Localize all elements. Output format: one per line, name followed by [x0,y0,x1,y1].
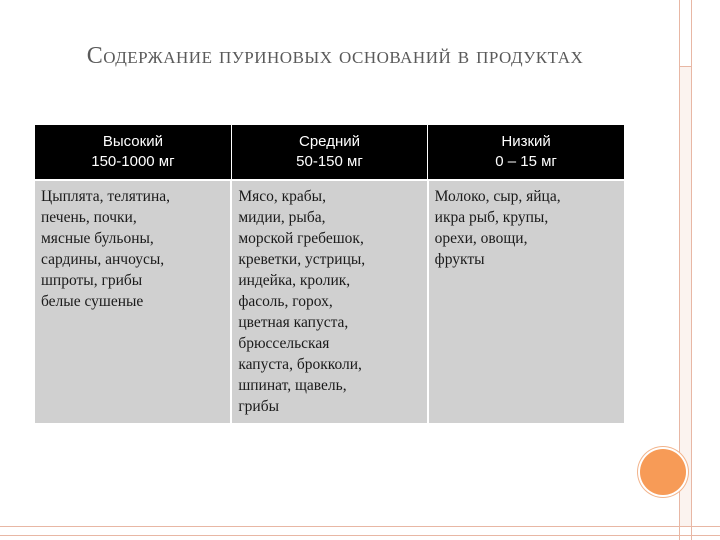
header-range: 150-1000 мг [91,153,175,170]
frame-line-horizontal-bottom [0,535,720,536]
header-range: 0 – 15 мг [495,153,557,170]
cell-high-foods: Цыплята, телятина, печень, почки, мясные бульоны, сардины, анчоусы, шпроты, грибы белые сушеные [35,180,231,423]
frame-line-vertical-right [691,0,692,540]
header-medium [231,125,427,180]
decorative-circle-icon [640,449,686,495]
cell-low-foods: Молоко, сыр, яйца, икра рыб, крупы, орехи, овощи, фрукты [428,180,624,423]
header-level: Средний [299,133,360,150]
frame-panel-upper [680,0,691,67]
table-row [35,180,624,423]
header-range: 50-150 мг [296,153,363,170]
frame-panel-lower [680,67,691,526]
purine-table [35,125,624,423]
slide-title: Содержание пуриновых оснований в продуктах [86,43,584,69]
table-header-row [35,125,624,180]
header-low [428,125,624,180]
header-high [35,125,231,180]
frame-line-horizontal-top [0,526,720,527]
cell-medium-foods: Мясо, крабы, мидии, рыба, морской гребешок, креветки, устрицы, индейка, кролик, фасоль, горох, цветная капуста, брюссельская капуста, брокколи, шпинат, щавель, грибы [231,180,427,423]
header-level: Высокий [102,133,163,150]
header-level: Низкий [501,133,551,150]
